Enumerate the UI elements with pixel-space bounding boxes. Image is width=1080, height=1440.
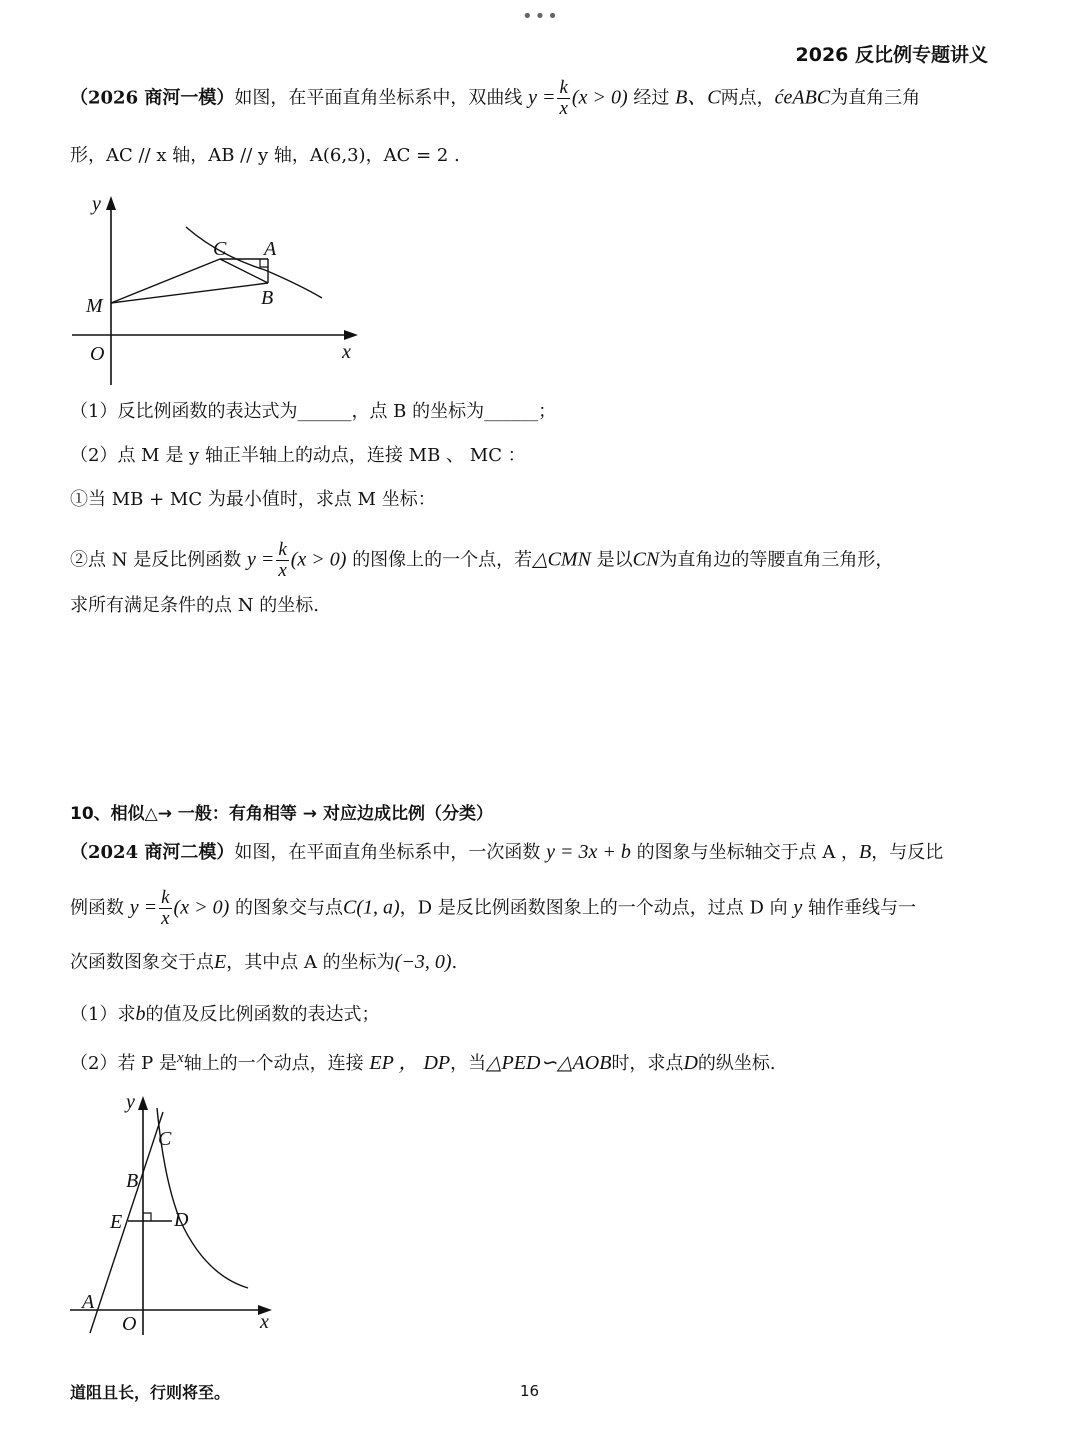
problem2-l2-y: y bbox=[793, 896, 803, 919]
problem2-l1-a: 如图，在平面直角坐标系中，一次函数 bbox=[234, 842, 541, 863]
problem1-q2-fraction: $\frac{k}{x}$ bbox=[278, 539, 287, 581]
fig1-label-b: B bbox=[261, 287, 274, 309]
problem1-q2-3: 求所有满足条件的点 N 的坐标. bbox=[70, 595, 319, 616]
problem2-fraction: $\frac{k}{x}$ bbox=[161, 887, 170, 929]
problem1-line2: 形，AC // x 轴，AB // y 轴，A(6,3)，AC = 2 . bbox=[70, 145, 460, 166]
problem1-q2-func-y: y = bbox=[246, 548, 275, 571]
problem1-intro-d: 为直角三角 bbox=[830, 87, 921, 109]
problem2-line3 bbox=[70, 948, 457, 977]
problem1-intro-c: 两点， bbox=[720, 87, 775, 109]
fig2-line bbox=[90, 1112, 163, 1333]
fig2-label-o: O bbox=[122, 1313, 137, 1335]
problem1-q2-2f: 为直角边的等腰直角三角形， bbox=[659, 549, 894, 571]
problem2-l1-pt: B bbox=[859, 841, 872, 863]
problem1-func-cond: (x > 0) bbox=[571, 86, 628, 109]
problem2-l2-c: C(1, a) bbox=[342, 896, 400, 919]
problem2-func-cond: (x > 0) bbox=[173, 896, 230, 919]
page-number: 16 bbox=[520, 1382, 540, 1400]
problem2-l3-a: 次函数图象交于点 bbox=[70, 952, 214, 973]
problem2-l1-c: ，与反比 bbox=[871, 842, 944, 863]
problem2-l2-b: 的图象交与点 bbox=[234, 897, 343, 919]
fig1-right-angle bbox=[260, 259, 268, 267]
problem1-source: （2026 商河一模） bbox=[70, 87, 235, 109]
fig1-hyperbola bbox=[186, 227, 322, 298]
fig2-y-arrow bbox=[138, 1096, 148, 1110]
fig2-label-y: y bbox=[126, 1091, 135, 1113]
problem1-func-y: y = bbox=[528, 86, 556, 109]
problem2-func-y: y = bbox=[129, 896, 158, 919]
problem2-l2-d: ，D 是反比例函数图象上的一个动点，过点 D 向 bbox=[399, 897, 788, 919]
fig1-label-x: x bbox=[342, 341, 351, 363]
problem2-l3-c: (−3, 0) bbox=[394, 951, 452, 973]
fig2-right-angle bbox=[143, 1213, 151, 1221]
problem2-l1-func: y = 3x + b bbox=[546, 841, 631, 863]
footer-motto: 道阻且长，行则将至。 bbox=[70, 1383, 231, 1402]
problem1-q2-func-cond: (x > 0) bbox=[290, 548, 347, 571]
section-10-title: 10、相似△→ 一般：有角相等 → 对应边成比例（分类） bbox=[70, 804, 493, 824]
problem2-l3-e: E bbox=[214, 951, 227, 973]
problem2-l1-b: 的图象与坐标轴交于点 A ， bbox=[636, 842, 860, 863]
figure-1 bbox=[60, 190, 380, 390]
fig2-label-c: C bbox=[158, 1128, 172, 1150]
fig1-label-a: A bbox=[264, 238, 277, 260]
problem1-q2-2c: △CMN bbox=[532, 548, 591, 571]
problem1-intro-a: 如图，在平面直角坐标系中，双曲线 bbox=[234, 87, 523, 109]
problem1-intro-b: 经过 bbox=[633, 87, 670, 109]
problem2-q1: （1）求b的值及反比例函数的表达式； bbox=[70, 1003, 380, 1025]
problem1-q2: （2）点 M 是 y 轴正半轴上的动点，连接 MB 、 MC ： bbox=[70, 445, 526, 466]
fig1-label-c: C bbox=[213, 238, 227, 260]
problem1-pts-bc: B、C bbox=[675, 86, 721, 109]
fig2-label-x: x bbox=[260, 1311, 269, 1333]
top-indicator-dots: ••• bbox=[522, 6, 560, 27]
problem1-fraction: $\frac{k}{x}$ bbox=[559, 77, 568, 119]
problem2-line2 bbox=[70, 888, 916, 929]
problem1-q2-2a: ②点 N 是反比例函数 bbox=[70, 549, 242, 571]
figure-2 bbox=[60, 1090, 290, 1340]
problem1-q1: （1）反比例函数的表达式为______，点 B 的坐标为______； bbox=[70, 401, 557, 422]
problem1-q2-2 bbox=[70, 540, 893, 581]
problem1-q2-2d: 是以 bbox=[596, 549, 633, 571]
problem2-source: （2024 商河二模） bbox=[70, 842, 235, 863]
problem1-q2-2b: 的图像上的一个点，若 bbox=[352, 549, 533, 571]
fig1-x-arrow bbox=[344, 330, 358, 340]
fig1-label-m: M bbox=[86, 295, 103, 317]
problem2-l2-a: 例函数 bbox=[70, 897, 124, 919]
problem1-tri-abc: ćeABC bbox=[774, 86, 831, 109]
fig1-label-o: O bbox=[90, 343, 105, 365]
fig2-label-b: B bbox=[126, 1170, 139, 1192]
fig2-label-e: E bbox=[110, 1211, 123, 1233]
problem2-q2: （2）若 P 是$^x$轴上的一个动点，连接 EP ， DP，当△PED∽△AOB时，求点D的纵坐标. bbox=[70, 1050, 776, 1074]
problem1-line1 bbox=[70, 78, 920, 119]
problem2-l3-d: . bbox=[451, 952, 458, 973]
header-title: 2026 反比例专题讲义 bbox=[795, 44, 988, 66]
problem2-line1 bbox=[70, 838, 943, 867]
fig1-y-arrow bbox=[106, 196, 116, 210]
problem2-l2-e: 轴作垂线与一 bbox=[808, 897, 917, 919]
fig2-label-d: D bbox=[174, 1209, 189, 1231]
problem2-l3-b: ，其中点 A 的坐标为 bbox=[226, 952, 395, 973]
fig2-label-a: A bbox=[82, 1291, 95, 1313]
problem1-q2-1: ①当 MB + MC 为最小值时，求点 M 坐标： bbox=[70, 489, 436, 510]
fig1-label-y: y bbox=[92, 193, 101, 215]
problem1-q2-2e: CN bbox=[632, 548, 660, 571]
